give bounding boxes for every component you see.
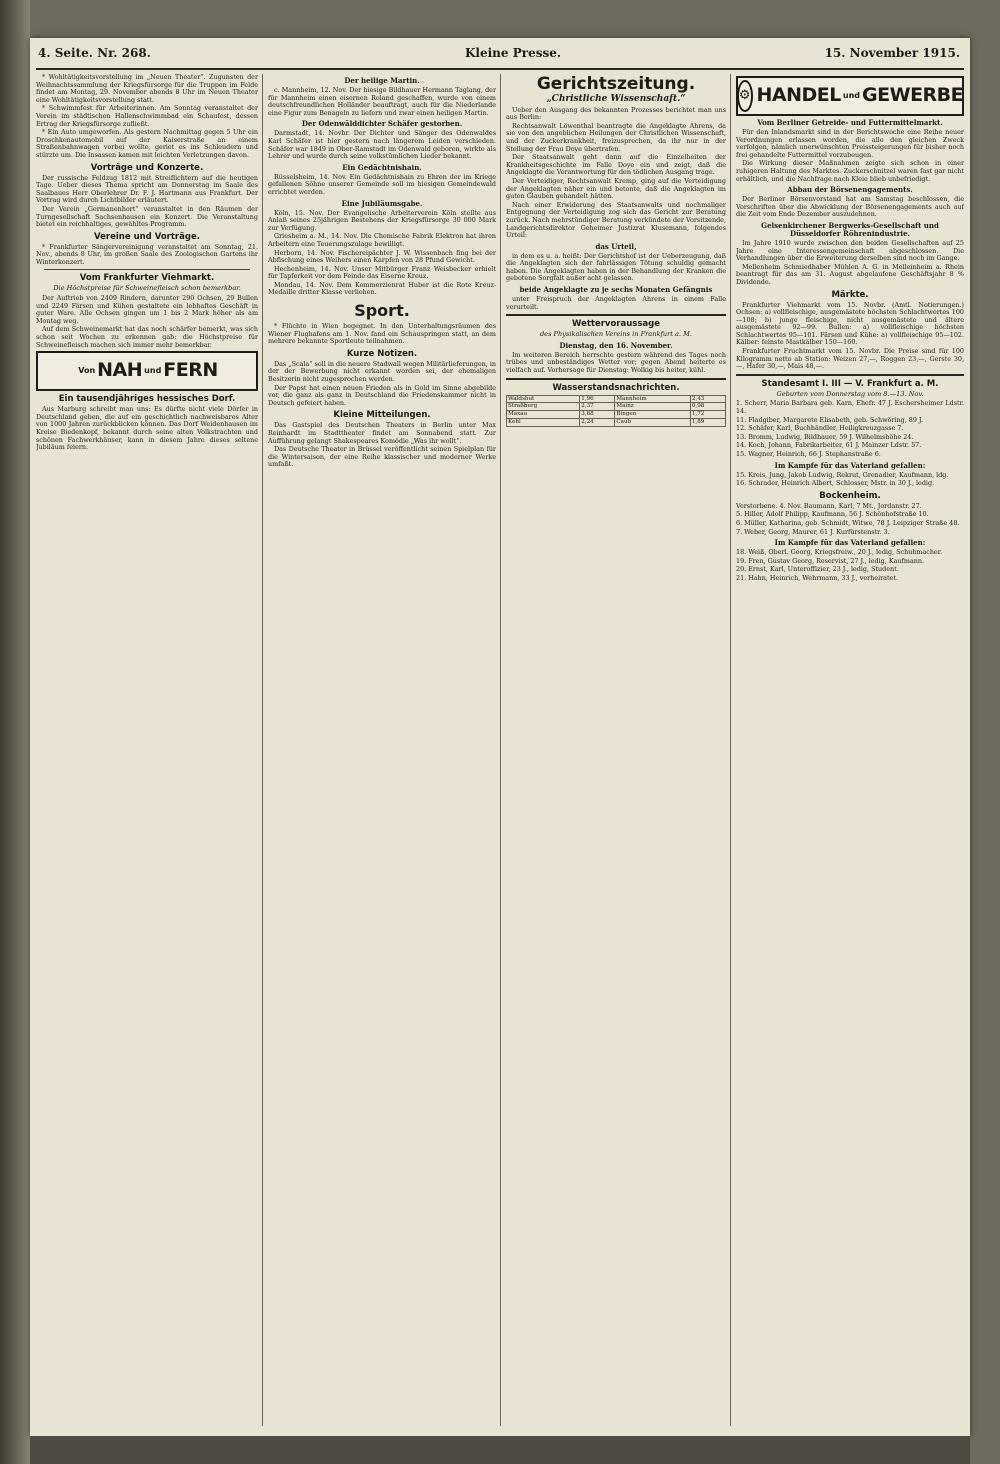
article-paragraph: Auf dem Schweinemarkt hat das noch schärfer bemerkt, was sich schon seit Wochen zu erkennen gab: die Höchstpreise für Schweinefleisch machen sich immer mehr bemerkbar. bbox=[36, 325, 258, 349]
header-date: 15. November 1915. bbox=[824, 46, 960, 60]
article-paragraph: Das „Scala“ soll in die neuere Stadwall wegen Militärlieferungen, in der der Bewerbung nicht erkannt worden sei, der ehemaligen Besitzerin nicht zugesprochen werden. bbox=[268, 359, 496, 384]
table-cell: Bingen bbox=[615, 411, 691, 419]
list-item: 11. Fladgiber, Margarete Elisabeth, geb. Schwöring, 89 J. bbox=[736, 415, 924, 424]
article-paragraph: Das Gastspiel des Deutschen Theaters in Berlin unter Max Reinhardt im Stadttheater findet am Sonnabend statt. Zur Aufführung gelangt Shakespeares Komödie „Was ihr wollt“. bbox=[268, 421, 496, 445]
banner-word: Von bbox=[78, 366, 96, 376]
divider bbox=[506, 378, 726, 380]
banner-word: FERN bbox=[163, 359, 218, 382]
list-item: 20. Ernst, Karl, Unteroffizier, 23 J., ledig, Student. bbox=[736, 565, 899, 574]
article-paragraph: Im weiteren Bereich herrschte gestern während des Tages noch trübes und unbeständiges Wetter vor; gegen Abend heiterte es vielfach auf. Vorhersage für Dienstag: Wolkig bis heiter, kühl. bbox=[506, 350, 726, 375]
divider bbox=[736, 374, 964, 376]
banner-word: HANDEL bbox=[756, 84, 841, 107]
list-item: 21. Hahn, Heinrich, Wehrmann, 33 J., verheiratet. bbox=[736, 573, 898, 582]
header-rule bbox=[36, 68, 964, 70]
register-list bbox=[736, 400, 964, 458]
register-list bbox=[736, 472, 964, 488]
article-paragraph: Herborn, 14. Nov. Fischereipächter J. W. Wissenbach fing bei der Abfischung eines Weihers einen Karpfen von 28 Pfund Gewicht. bbox=[268, 248, 496, 265]
article-paragraph: Ueber den Ausgang des bekannten Prozesses berichtet man uns aus Berlin: bbox=[506, 105, 726, 122]
article-paragraph: Der Verteidiger, Rechtsanwalt Kremp, ging auf die Verteidigung der Angeklagten näher ein und betonte, daß die Angeklagten im guten Glauben gehandelt hätten. bbox=[506, 176, 726, 201]
article-paragraph: Die Wirkung dieser Maßnahmen zeigte sich schon in einer ruhigeren Haltung des Marktes. Zuckerschnitzel waren fast gar nicht erhältlich, und die Nachfrage nach Kleie blieb unbefriedigt. bbox=[736, 159, 964, 183]
header-page-number: 4. Seite. Nr. 268. bbox=[38, 46, 151, 60]
section-heading-mitteilungen: Kleine Mitteilungen. bbox=[333, 410, 431, 421]
list-item: 15. Wagner, Heinrich, 66 J. Stephanstraße 6. bbox=[736, 450, 881, 458]
list-item: 19. Fren, Gustav Georg, Reservist, 27 J., ledig, Kaufmann. bbox=[736, 556, 925, 565]
article-paragraph: Im Jahre 1910 wurde zwischen den beiden Gesellschaften auf 25 Jahre eine Interessengemeinschaft abgeschlossen. Die Verhandlungen über die Erweiterung derselben sind noch im Gange. bbox=[736, 238, 964, 263]
article-paragraph: Darmstadt, 14. Novbr. Der Dichter und Sänger des Odenwaldes Karl Schäfer ist hier gestern nach längerem Leiden verschieden. Schäfer war 1849 in Ober-Ramstadt im Odenwald geboren, wirkte als Lehrer und wurde durch seine volkstümlichen Lieder bekannt. bbox=[268, 129, 496, 161]
list-item: 14. Koch, Johann, Fabrikarbeiter, 61 J. Mainzer Ldstr. 57. bbox=[736, 441, 922, 450]
register-list bbox=[736, 503, 964, 536]
column-3 bbox=[506, 74, 726, 1428]
gear-emblem-icon: ⚙ bbox=[737, 80, 753, 112]
section-subheading: „Christliche Wissenschaft.“ bbox=[546, 94, 686, 104]
article-paragraph: Frankfurter Viehmarkt vom 15. Novbr. (Amtl. Notierungen.) Ochsen: a) vollfleischige, ausgemästete höchsten Schlachtwertes 100—108; b) junge fleischige, nicht ausgemästete und ältere ausgemästete 92—99. Bullen: a) vollfleischige höchsten Schlachtwertes 95—101. Färsen und Kühe: a) vollfleischige 95—102. Kälber: feinste Mastkälber 150—160. bbox=[736, 300, 964, 347]
section-heading-martin: Der heilige Martin. bbox=[344, 76, 420, 85]
divider bbox=[506, 314, 726, 316]
article-paragraph: Mondau, 14. Nov. Dem Kommerzienrat Huber ist die Rote Kreuz-Medaille dritter Klasse verliehen. bbox=[268, 280, 496, 297]
article-paragraph: Das Deutsche Theater in Brüssel veröffentlicht seinen Spielplan für die Wintersaison, der eine Reihe klassischer und moderner Werke umfaßt. bbox=[268, 445, 496, 469]
handel-und-gewerbe-banner bbox=[736, 76, 964, 116]
section-heading-vortraege: Vorträge und Konzerte. bbox=[90, 162, 204, 173]
table-cell: 2,43 bbox=[690, 395, 725, 403]
article-paragraph: Der Verein „Germanenhort“ veranstaltet in den Räumen der Turngesellschaft Sachsenhausen ein Konzert. Die Veranstaltung bietet ein reichhaltiges, gewähltes Programm. bbox=[36, 204, 258, 229]
section-heading-sport: Sport. bbox=[354, 301, 410, 321]
section-heading-wasser: Wasserstandsnachrichten. bbox=[552, 382, 680, 393]
article-paragraph: * Schwimmfest für Arbeiterinnen. Am Sonntag veranstaltet der Verein im städtischen Hallenschwimmbad ein Schaufest, dessen Ertrag der Kriegsfürsorge zufließt. bbox=[36, 104, 258, 128]
section-subheading: Geburten vom Donnerstag vom 8.—13. Nov. bbox=[776, 389, 924, 398]
section-heading-bockenheim: Bockenheim. bbox=[819, 490, 881, 501]
column-rule bbox=[730, 74, 731, 1426]
table-cell: Straßburg bbox=[507, 403, 580, 411]
article-paragraph: * Frankfurter Sängervereinigung veranstaltet am Sonntag, 21. Nov., abends 8 Uhr, im großen Saale des Zoologischen Gartens ihr Winterkonzert. bbox=[36, 242, 258, 266]
section-heading-jubilaeum: Eine Jubiläumsgabe. bbox=[341, 198, 423, 208]
section-heading-gelsenkirchen: Gelsenkirchener Bergwerks-Gesellschaft und Düsseldorfer Röhrenindustrie. bbox=[761, 220, 939, 238]
banner-word: und bbox=[144, 366, 162, 376]
article-paragraph: Mellenheim Schmiedhaber Mühlen A. G. in Melleinheim a. Rhein beantragt für das am 31. August abgelaufene Geschäftsjahr 8 % Dividende. bbox=[736, 262, 964, 286]
section-heading-wetter: Wettervoraussage bbox=[572, 319, 660, 330]
article-paragraph: Der Auftrieb von 2409 Rindern, darunter 290 Ochsen, 29 Bullen und 2249 Färsen und Kühen gestaltete ein lebhaftes Geschäft in guter Ware. Alle Ochsen gingen um 1 bis 2 Mark höher als am Montag weg. bbox=[36, 294, 258, 325]
article-paragraph: Köln, 15. Nov. Der Evangelische Arbeiterverein Köln stellte aus Anlaß seines 25jährigen Bestehens der Kriegsfürsorge 30 000 Mark zur Verfügung. bbox=[268, 208, 496, 232]
table-row bbox=[507, 395, 726, 403]
table-cell: 1,89 bbox=[690, 419, 725, 427]
running-header bbox=[30, 46, 970, 66]
book-spine bbox=[0, 0, 30, 1464]
list-item: 1. Scherr, Maria Barbara geb. Karn, Ehefr. 47 J. Eschersheimer Ldstr. 14. bbox=[736, 399, 964, 416]
table-cell: 2,37 bbox=[580, 403, 615, 411]
article-paragraph: * Wohltätigkeitsvorstellung im „Neuen Theater“. Zugunsten der Weihnachtssammlung der Kriegsfürsorge für die Truppen im Felde findet am Montag, 29. November abends 8 Uhr im Neuen Theater eine Wohltätigkeitsvorstellung statt. bbox=[36, 74, 258, 104]
list-item: 16. Schrader, Heinrich Albert, Schlosser, Mstr. in 30 J., ledig. bbox=[736, 479, 935, 488]
newspaper-page bbox=[30, 38, 970, 1436]
section-heading-notizen: Kurze Notizen. bbox=[346, 348, 418, 359]
divider bbox=[44, 269, 250, 270]
table-cell: Kehl bbox=[507, 419, 580, 427]
table-row bbox=[507, 403, 726, 411]
verdict-line: beide Angeklagte zu je sechs Monaten Gefängnis bbox=[519, 285, 713, 295]
article-paragraph: in dem es u. a. heißt: Der Gerichtshof ist der Ueberzeugung, daß die Angeklagten sich der fahrlässigen Tötung schuldig gemacht haben. Die Angeklagten haben in der Behandlung der Kranken die gebotene Sorgfalt außer acht gelassen. bbox=[506, 251, 726, 283]
section-heading-maerkte: Märkte. bbox=[831, 289, 869, 300]
article-paragraph: Frankfurter Fruchtmarkt vom 15. Novbr. Die Preise sind für 100 Kilogramm netto ab Station: Weizen 27,—, Roggen 23,—, Gerste 30,—, Hafer 30,—, Mais 48,—. bbox=[736, 347, 964, 371]
article-paragraph: Griesheim a. M., 14. Nov. Die Chemische Fabrik Elektron hat ihren Arbeitern eine Teuerungszulage bewilligt. bbox=[268, 232, 496, 248]
article-paragraph: Der Staatsanwalt geht dann auf die Einzelheiten der Krankheitsgeschichte im Falle Doye ein und zeigt, daß die Angeklagte die Verantwortung für den tödlichen Ausgang trage. bbox=[506, 153, 726, 177]
section-heading-schaefer: Der Odenwälddichter Schäfer gestorben. bbox=[301, 119, 463, 129]
table-row bbox=[507, 411, 726, 419]
section-heading-gedaechtnis: Ein Gedächtnishain. bbox=[342, 162, 422, 172]
banner-word: und bbox=[842, 91, 861, 101]
article-paragraph: Rüsselsheim, 14. Nov. Ein Gedächtnishain zu Ehren der im Kriege gefallenen Söhne unserer Gemeinde soll im hiesigen Gemeindewald errichtet werden. bbox=[268, 172, 496, 196]
article-paragraph: Der russische Feldzug 1812 mit Streiflichtern auf die heutigen Tage. Ueber dieses Thema spricht am Donnerstag im Saale des Saalbaues Herr Oberlehrer Dr. F. J. Hartmann aus Frankfurt. Der Vortrag wird durch Lichtbilder erläutert. bbox=[36, 173, 258, 205]
section-subheading: des Physikalischen Vereins in Frankfurt a. M. bbox=[539, 330, 693, 339]
section-subheading: Die Höchstpreise für Schweinefleisch schon bemerkbar. bbox=[53, 284, 241, 293]
column-2 bbox=[268, 74, 496, 1428]
water-level-table bbox=[506, 395, 726, 427]
list-item: 7. Weber, Georg, Maurer, 61 J. Kurfürstenstr. 3. bbox=[736, 527, 890, 536]
column-rule bbox=[500, 74, 501, 1426]
article-paragraph: c. Mannheim, 12. Nov. Der hiesige Bildhauer Hermann Taglang, der für Mannheim einen eisernen Roland geschaffen, wurde von einem deutschfreundlichen Holländer beauftragt, auch für die Niederlande eine Figur zum Benageln zu liefern und zwar einen heiligen Martin. bbox=[268, 86, 496, 117]
article-paragraph: * Ein Auto umgeworfen. Als gestern Nachmittag gegen 5 Uhr ein Droschkenautomobil auf der Kaiserstraße an einem Straßenbahnwagen vorbei wollte, geriet es ins Schleudern und stürzte um. Die Insassen kamen mit leichten Verletzungen davon. bbox=[36, 128, 258, 159]
section-heading-viehmarkt: Vom Frankfurter Viehmarkt. bbox=[79, 273, 215, 284]
table-cell: 1,72 bbox=[690, 411, 725, 419]
section-heading-urteil: das Urteil, bbox=[595, 241, 637, 251]
section-heading-vereine: Vereine und Vorträge. bbox=[94, 231, 200, 242]
article-paragraph: Aus Marburg schreibt man uns: Es dürfte nicht viele Dörfer in Deutschland geben, die auf ein geschichtlich nachweisbares Alter von 1000 Jahren zurückblicken können. Das Dorf Weidenhausen im Kreise Biedenkopf, bekannt durch seine alten Volkstrachten und schönen Fachwerkhäuser, kann in diesem Jahre dieses seltene Jubiläum feiern. bbox=[36, 405, 258, 452]
list-item: 12. Schäfer, Karl, Buchhändler, Heiligkreuzgasse 7. bbox=[736, 424, 904, 433]
von-nah-und-fern-banner bbox=[36, 351, 258, 391]
section-heading-gerichtszeitung: Gerichtszeitung. bbox=[536, 74, 696, 94]
page-edge-shadow bbox=[30, 1436, 970, 1464]
table-cell: 3,68 bbox=[580, 411, 615, 419]
list-item: Verstorbene. 4. Nov. Baumann, Karl, 7 Mt., Jordanstr. 27. bbox=[736, 501, 922, 510]
article-paragraph: unter Freispruch der Angeklagten Ahrens in einem Falle verurteilt. bbox=[506, 295, 726, 311]
banner-word: GEWERBE bbox=[862, 84, 964, 107]
table-cell: 0,98 bbox=[690, 403, 725, 411]
article-paragraph: Für den Inlandsmarkt sind in der Berichtswoche eine Reihe neuer Verordnungen erlassen worden, die alle den gleichen Zweck verfolgen, nämlich unerwünschten Preissteigerungen für bisher noch frei gehandelte Futtermittel vorzubeugen. bbox=[736, 128, 964, 159]
section-heading-standesamt: Standesamt I. III — V. Frankfurt a. M. bbox=[761, 378, 939, 389]
article-paragraph: * Flüchte in Wien begegnet. In den Unterhaltungsräumen des Wiener Flughafens am 1. Nov. fand ein Schauspringen statt, an dem mehrere bekannte Sportleute teilnahmen. bbox=[268, 322, 496, 346]
forecast-date: Dienstag, den 16. November. bbox=[559, 340, 673, 350]
table-cell: 2,24 bbox=[580, 419, 615, 427]
section-heading-gefallen: Im Kampfe für das Vaterland gefallen: bbox=[774, 538, 926, 548]
table-cell: Caub bbox=[615, 419, 691, 427]
table-row bbox=[507, 419, 726, 427]
banner-word: NAH bbox=[97, 359, 143, 382]
header-masthead: Kleine Presse. bbox=[465, 46, 562, 60]
article-paragraph: Hechenheim, 14. Nov. Unser Mitbürger Franz Weisbecker erhielt für Tapferkeit vor dem Feinde das Eiserne Kreuz. bbox=[268, 264, 496, 281]
list-item: 5. Hiller, Adolf Philipp, Kaufmann, 56 J. Schönhofstraße 10. bbox=[736, 510, 929, 519]
article-paragraph: Rechtsanwalt Löwenthal beantragte die Angeklagte Ahrens, da sie von den angeblichen Heilungen der Christlichen Wissenschaft, und der Zuckerkrankheit, freizusprechen, da ihr nur in der Stellung der Frau Doye übertrafen. bbox=[506, 121, 726, 153]
list-item: 13. Bromm, Ludwig, Bildhauer, 59 J. Wilhelmshöhe 24. bbox=[736, 432, 914, 441]
list-item: 15. Kreis, Jung, Jakob Ludwig, Rekrut, Grenadier, Kaufmann, ldg. bbox=[736, 470, 949, 479]
column-1 bbox=[36, 74, 258, 1428]
article-paragraph: Nach einer Erwiderung des Staatsanwalts und nochmaliger Entgegnung der Verteidigung zog sich das Gericht zur Beratung zurück. Nach mehrstündiger Beratung verkündete der Vorsitzende, Landgerichtsdirektor Geheimer Justizrat Klusemann, folgendes Urteil: bbox=[506, 200, 726, 240]
section-heading-gefallen: Im Kampfe für das Vaterland gefallen: bbox=[774, 460, 926, 470]
section-heading-boerse: Abbau der Börsenengagements. bbox=[787, 185, 913, 195]
table-cell: 1,96 bbox=[580, 395, 615, 403]
article-paragraph: Der Papst hat einen neuen Frieden als in Gold im Sinne abgebilde vor, die ganz als ganz in Deutschland die Friedenskammer nicht in Deutsch gefeiert haben. bbox=[268, 383, 496, 407]
column-rule bbox=[262, 74, 263, 1426]
section-heading-dorf: Ein tausendjähriges hessisches Dorf. bbox=[58, 394, 236, 405]
table-cell: Maxau bbox=[507, 411, 580, 419]
register-list bbox=[736, 549, 964, 582]
column-4 bbox=[736, 74, 964, 1428]
table-cell: Waldshut bbox=[507, 395, 580, 403]
section-heading-getreidemarkt: Vom Berliner Getreide- und Futtermittelmarkt. bbox=[757, 118, 943, 127]
table-cell: Mannheim bbox=[615, 395, 691, 403]
table-cell: Mainz bbox=[615, 403, 691, 411]
article-paragraph: Der Berliner Börsenvorstand hat am Samstag beschlossen, die Vorschriften über die Abwicklung der Börsenengagements auch auf die Zeit vom Ende Dezember auszudehnen. bbox=[736, 195, 964, 219]
list-item: 18. Weiß, Oberl. Georg, Kriegsfreiw., 20 J., ledig, Schuhmacher. bbox=[736, 548, 943, 557]
list-item: 6. Müller, Katharina, geb. Schmidt, Witwe, 78 J. Leipziger Straße 48. bbox=[736, 518, 960, 527]
